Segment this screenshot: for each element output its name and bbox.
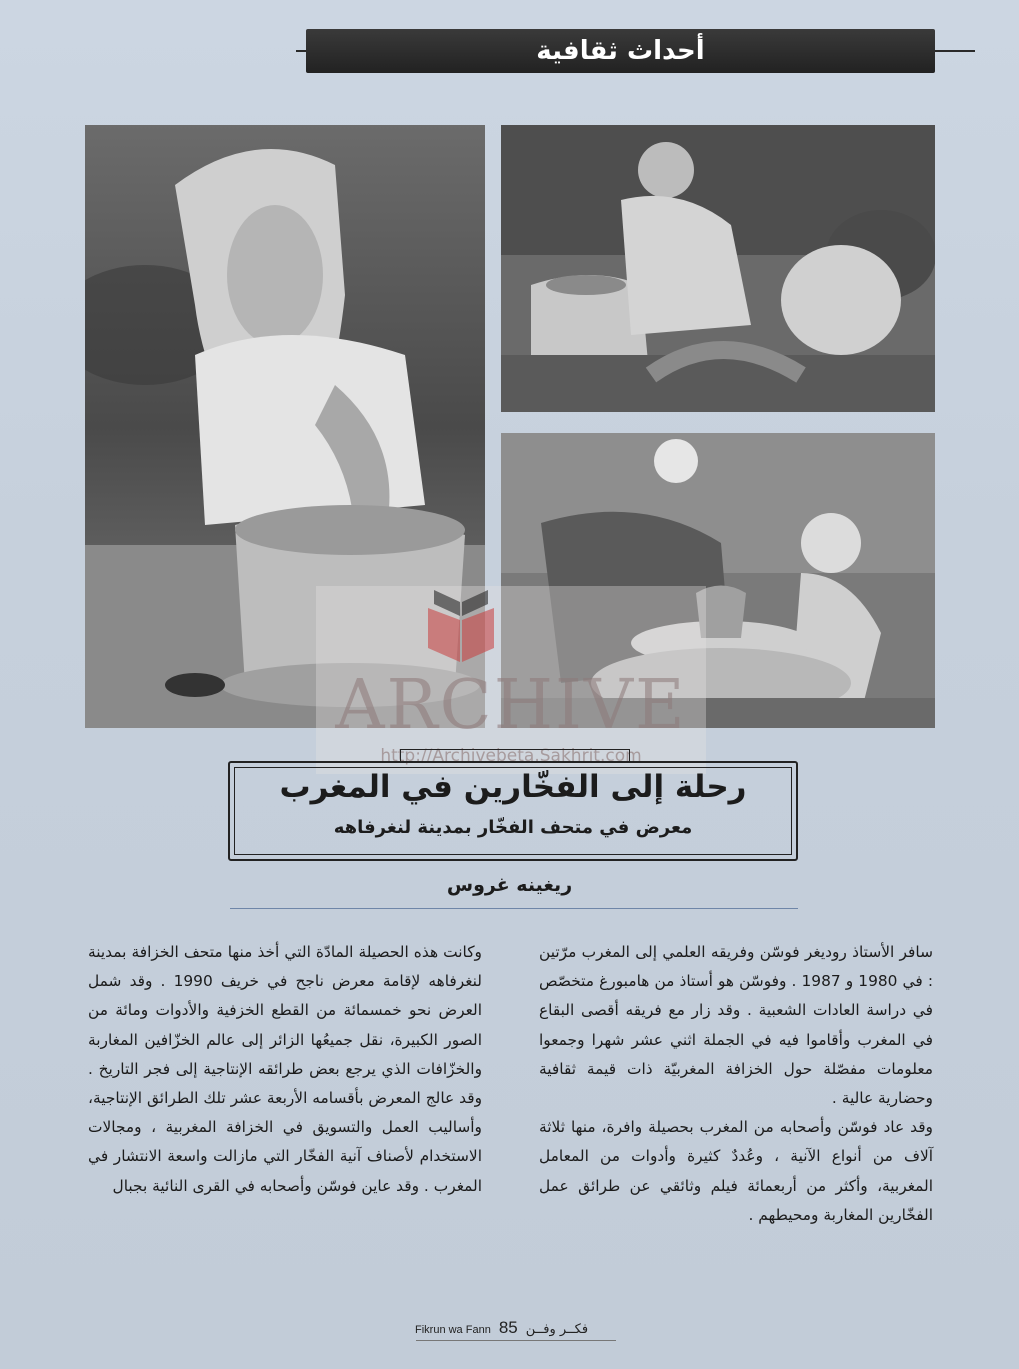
text-column-left [88, 938, 482, 1201]
photo-potter-image [501, 125, 935, 412]
paragraph: وكانت هذه الحصيلة المادّة التي أخذ منها متحف الخزافة بمدينة لنغرفاهه لإقامة معرض ناجح في خريف 1990 . وقد شمل العرض نحو خمسمائة من القطع الخزفية والأدوات ومائة من الصور الكبيرة، نقل جميعُها الزائر إلى عالم الخزّافين المغاربة والخزّافات الذي يرجع بعض طرائقه الإنتاجية إلى فجر التاريخ . وقد عالج المعرض بأقسامه الأربعة عشر تلك الطرائق الإنتاجية، وأساليب العمل والتسويق في الخزافة المغربية ، ومجالات الاستخدام لأصناف آنية الفخّار التي مازالت واسعة الانتشار في المغرب . وقد عاين فوسّن وأصحابه في القرى النائية بجبال [88, 943, 483, 1195]
watermark-url: http://Archivebeta.Sakhrit.com [380, 746, 642, 766]
paragraph: سافر الأستاذ روديغر فوسّن وفريقه العلمي إلى المغرب مرّتين : في 1980 و 1987 . وفوسّن هو أستاذ من هامبورغ متخصّص في دراسة العادات الشعبية . وقد زار مع فريقه أقصى البقاع في المغرب وأقاموا فيه في الجملة اثني عشر شهرا وجمعوا معلومات مفصّلة حول الخزافة المغربيّة ذات قيمة ثقافية وحضارية عالية . [539, 943, 934, 1108]
section-label: أحداث ثقافية [306, 29, 935, 73]
title-frame [228, 761, 798, 861]
page-number: 85 [498, 1318, 518, 1337]
photo-woman-potter [85, 125, 485, 728]
article-author: ريغينه غروس [446, 874, 573, 896]
magazine-name-en: Fikrun wa Fann [415, 1324, 491, 1336]
photo-potter-with-jar [501, 125, 935, 412]
article-title: رحلة إلى الفخّارين في المغرب [279, 769, 747, 805]
footer-rule [416, 1340, 616, 1341]
article-subtitle: معرض في متحف الفخّار بمدينة لنغرفاهه [333, 817, 693, 838]
photo-woman-image [85, 125, 485, 728]
paragraph: وقد عاد فوسّن وأصحابه من المغرب بحصيلة وافرة، منها ثلاثة آلاف من أنواع الآنية ، وعُددٌ كثيرة وأدوات من المعامل المغربية، وأكثر من أربعمائة فيلم وثائقي عن طرائق عمل الفخّارين المغاربة ومحيطهم . [539, 1118, 933, 1224]
text-column-right [539, 938, 933, 1230]
photo-wheel-image [501, 433, 935, 728]
section-header [296, 29, 975, 73]
photo-potters-wheel [501, 433, 935, 728]
page-footer [415, 1318, 588, 1340]
watermark-text: ARCHIVE [335, 666, 687, 745]
author-divider [230, 908, 798, 909]
magazine-name-ar: فكــر وفــن [525, 1322, 589, 1337]
title-frame-tab [400, 749, 630, 761]
